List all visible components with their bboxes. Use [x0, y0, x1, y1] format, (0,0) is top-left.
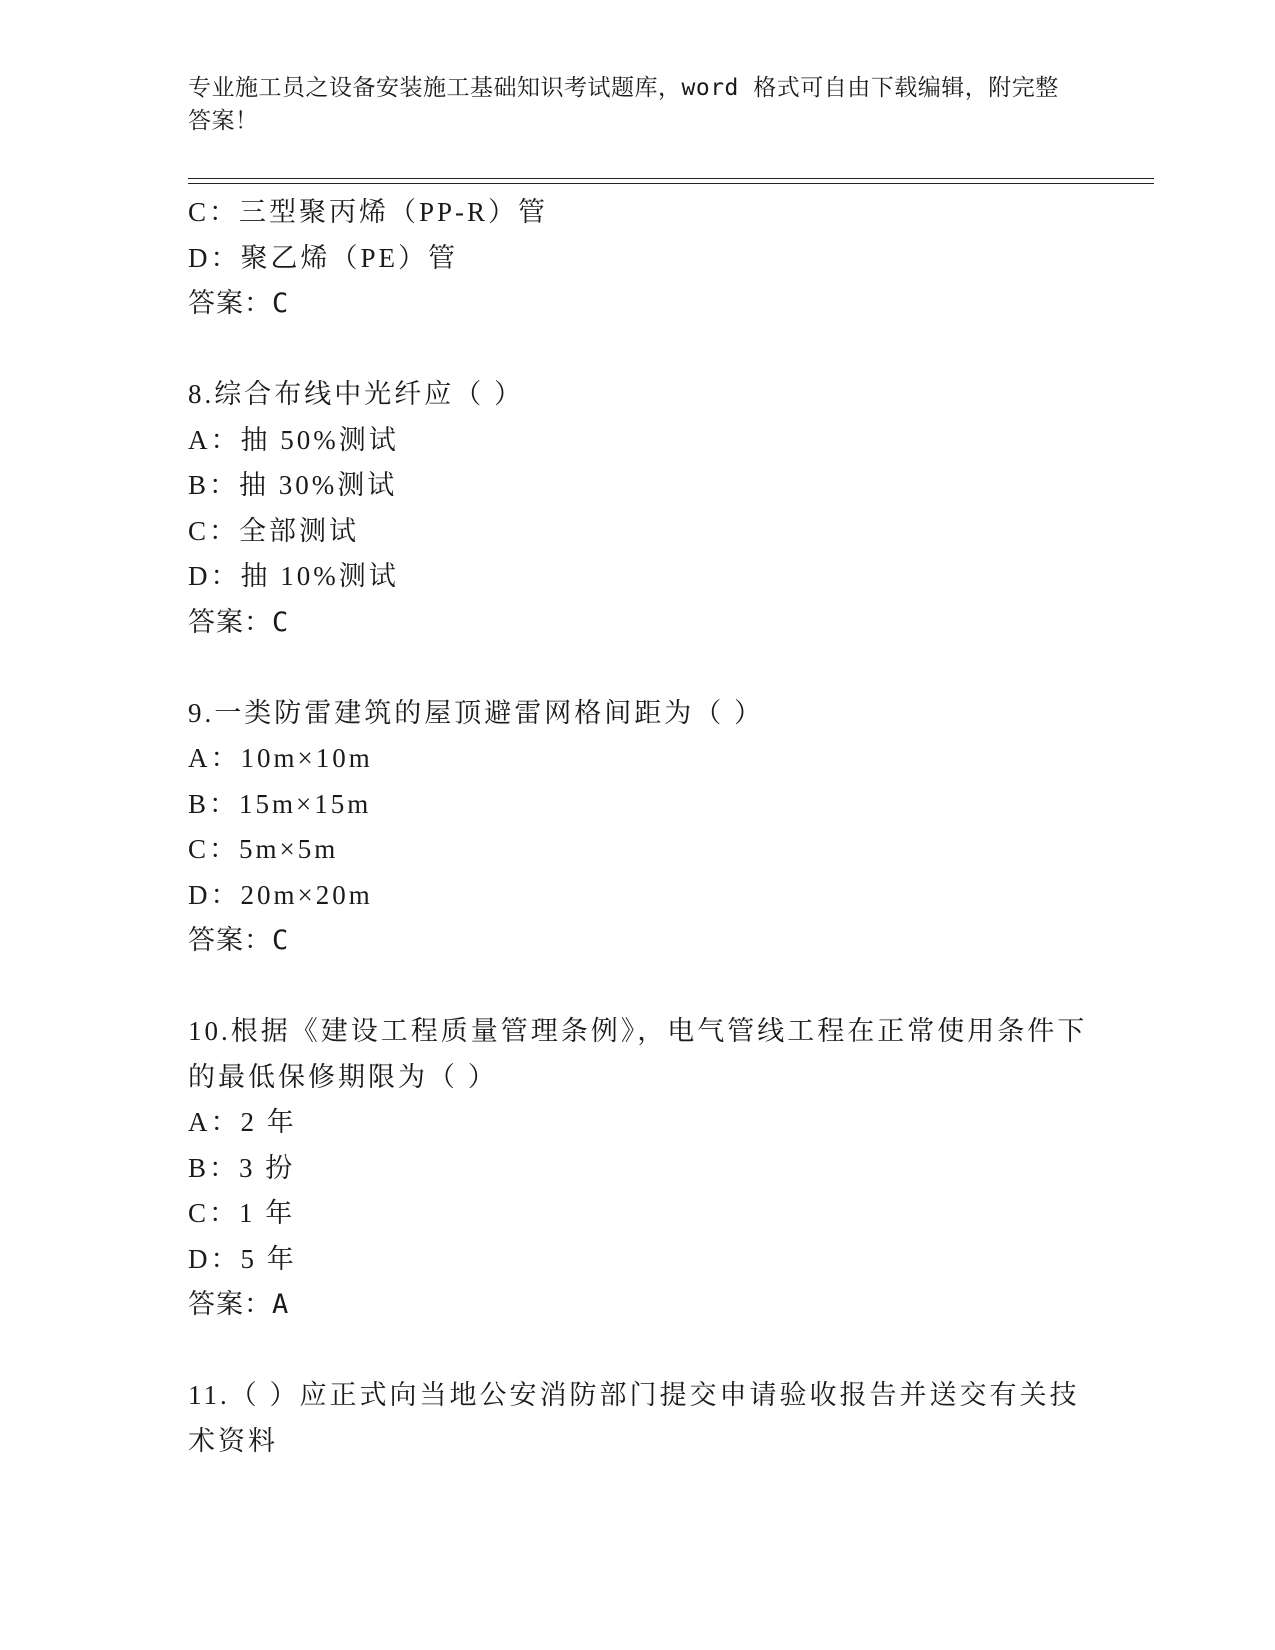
option-line: C：1 年 — [188, 1198, 296, 1228]
option-line: C：全部测试 — [188, 515, 360, 546]
question-title-line: 的最低保修期限为（ ） — [188, 1061, 498, 1092]
header-rule-bottom — [188, 183, 1154, 184]
option-line: D：5 年 — [188, 1243, 297, 1274]
option-line: A：抽 50%测试 — [188, 424, 399, 455]
option-line: D：20m×20m — [188, 879, 373, 910]
option-line: B：3 扮 — [188, 1152, 296, 1183]
option-line: A：2 年 — [188, 1107, 297, 1137]
answer-line: 答案：C — [188, 288, 290, 319]
document-header: 专业施工员之设备安装施工基础知识考试题库，word 格式可自由下载编辑，附完整答案！ — [188, 75, 1059, 134]
question-title-line: 10.根据《建设工程质量管理条例》，电气管线工程在正常使用条件下 — [188, 1016, 1088, 1046]
question-title-line: 术资料 — [188, 1425, 278, 1456]
question-title: 8.综合布线中光纤应（ ） — [188, 379, 524, 409]
option-line: D：抽 10%测试 — [188, 561, 399, 591]
question-title-line: 11.（ ）应正式向当地公安消防部门提交申请验收报告并送交有关技 — [188, 1380, 1080, 1410]
option-line: B：15m×15m — [188, 788, 372, 819]
option-line: A：10m×10m — [188, 743, 373, 773]
spacer — [188, 645, 1088, 691]
option-line: D：聚乙烯（PE）管 — [188, 242, 459, 273]
answer-line: 答案：C — [188, 606, 290, 638]
option-line: C：三型聚丙烯（PP-R）管 — [188, 197, 549, 227]
spacer — [188, 327, 1088, 373]
option-line: C：5m×5m — [188, 834, 339, 864]
question-list — [188, 190, 1088, 1464]
option-line: B：抽 30%测试 — [188, 470, 398, 500]
header-rule-top — [188, 178, 1154, 179]
answer-line: 答案：A — [188, 1289, 290, 1320]
spacer — [188, 1328, 1088, 1374]
spacer — [188, 964, 1088, 1010]
question-title: 9.一类防雷建筑的屋顶避雷网格间距为（ ） — [188, 697, 764, 728]
answer-line: 答案：C — [188, 925, 290, 956]
